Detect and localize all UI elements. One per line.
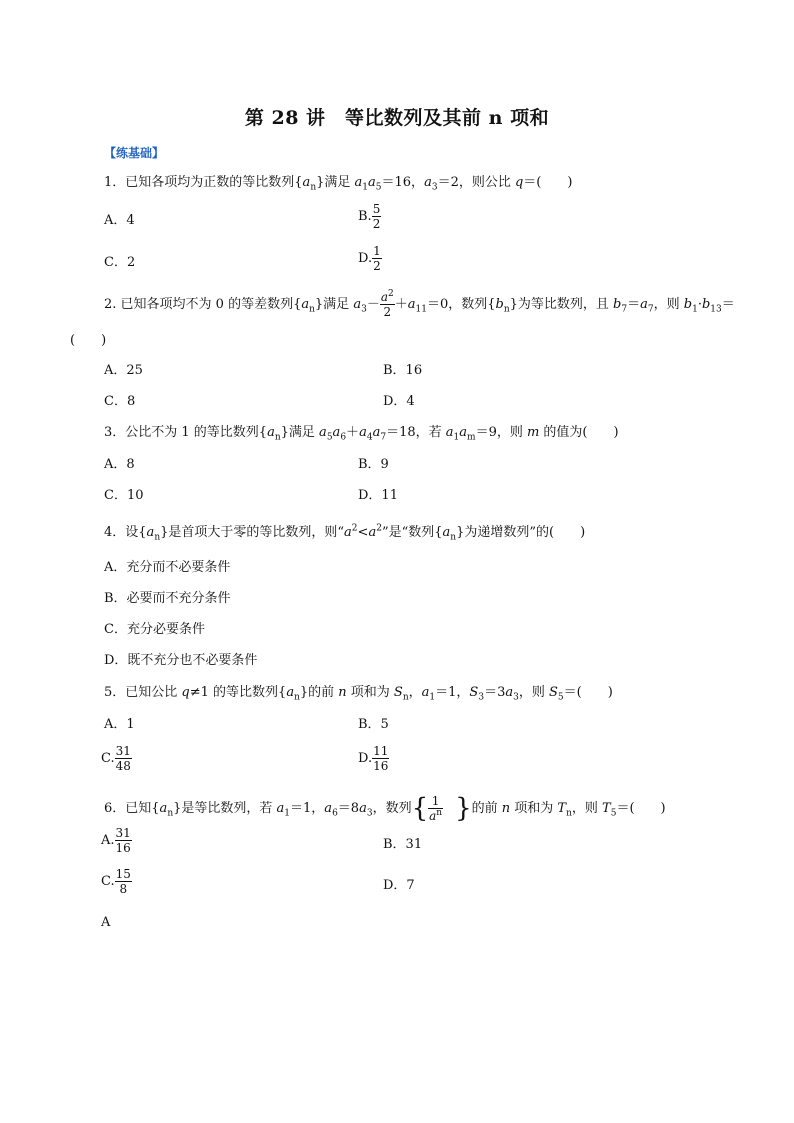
answer-text: A [101,915,111,930]
q6-option-a[interactable]: A. $\frac{31}{16}$ [101,826,131,855]
q5-option-a[interactable]: A．1 [104,717,135,732]
question-1: 1．已知各项均为正数的等比数列$\{a_n\}$满足 $a_1a_5=16$，$a_3=2$，则公比 q＝( ) [104,175,573,193]
question-2: 2. 已知各项均不为 0 的等差数列$\{a_n\}$满足 $a_3-$ $\frac{a^2}{2}$ $+a_{11}=0$，数列$\{b_n\}$为等比数列，且 $b_7=a_7$，则 $b_1\cdot b_{13}=$ [104,289,735,319]
q2-option-c[interactable]: C．8 [104,394,136,409]
q1-option-b[interactable]: B. $\frac{5}{2}$ [358,202,381,231]
q1-option-a[interactable]: A．4 [104,213,135,228]
q3-option-a[interactable]: A．8 [104,457,135,472]
question-5: 5．已知公比 q≠1 的等比数列$\{a_n\}$的前 n 项和为 $S_n$，$a_1=1$，$S_3=3a_3$，则 $S_5=$( ) [104,685,613,703]
q3-option-d[interactable]: D．11 [358,488,398,503]
q3-option-c[interactable]: C．10 [104,488,144,503]
q2-option-a[interactable]: A．25 [104,363,143,378]
q2-option-b[interactable]: B．16 [383,363,423,378]
q1-option-d[interactable]: D. $\frac{1}{2}$ [358,244,381,273]
q2-option-d[interactable]: D．4 [383,394,415,409]
q4-option-b[interactable]: B．必要而不充分条件 [104,591,231,606]
question-6: 6．已知$\{a_n\}$是等比数列，若 $a_1=1$，$a_6=8a_3$，数列{ $\frac{1}{a^n}$ }的前 n 项和为 $T_n$，则 $T_5=$( ) [104,793,666,824]
question-2-paren: ( ) [70,333,107,348]
q4-option-a[interactable]: A．充分而不必要条件 [104,560,231,575]
q5-option-c[interactable]: C. $\frac{31}{48}$ [101,744,131,773]
question-3: 3．公比不为 1 的等比数列$\{a_n\}$满足 $a_5a_6+a_4a_7=18$，若 $a_1a_m=9$，则 m 的值为( ) [104,425,619,443]
q6-option-b[interactable]: B．31 [383,837,423,852]
q6-option-d[interactable]: D．7 [383,878,415,893]
page-title: 第 28 讲 等比数列及其前 n 项和 [244,107,550,129]
q1-option-c[interactable]: C．2 [104,255,136,270]
q4-option-c[interactable]: C．充分必要条件 [104,622,205,637]
q5-option-d[interactable]: D. $\frac{11}{16}$ [358,744,389,773]
q6-option-c[interactable]: C. $\frac{15}{8}$ [101,867,131,896]
q3-option-b[interactable]: B．9 [358,457,389,472]
q4-option-d[interactable]: D．既不充分也不必要条件 [104,653,258,668]
q5-option-b[interactable]: B．5 [358,717,389,732]
section-heading: 【练基础】 [104,146,165,160]
question-4: 4．设$\{a_n\}$是首项大于零的等比数列，则“$a^2<a^2$”是“数列$\{a_n\}$为递增数列”的( ) [104,523,586,543]
